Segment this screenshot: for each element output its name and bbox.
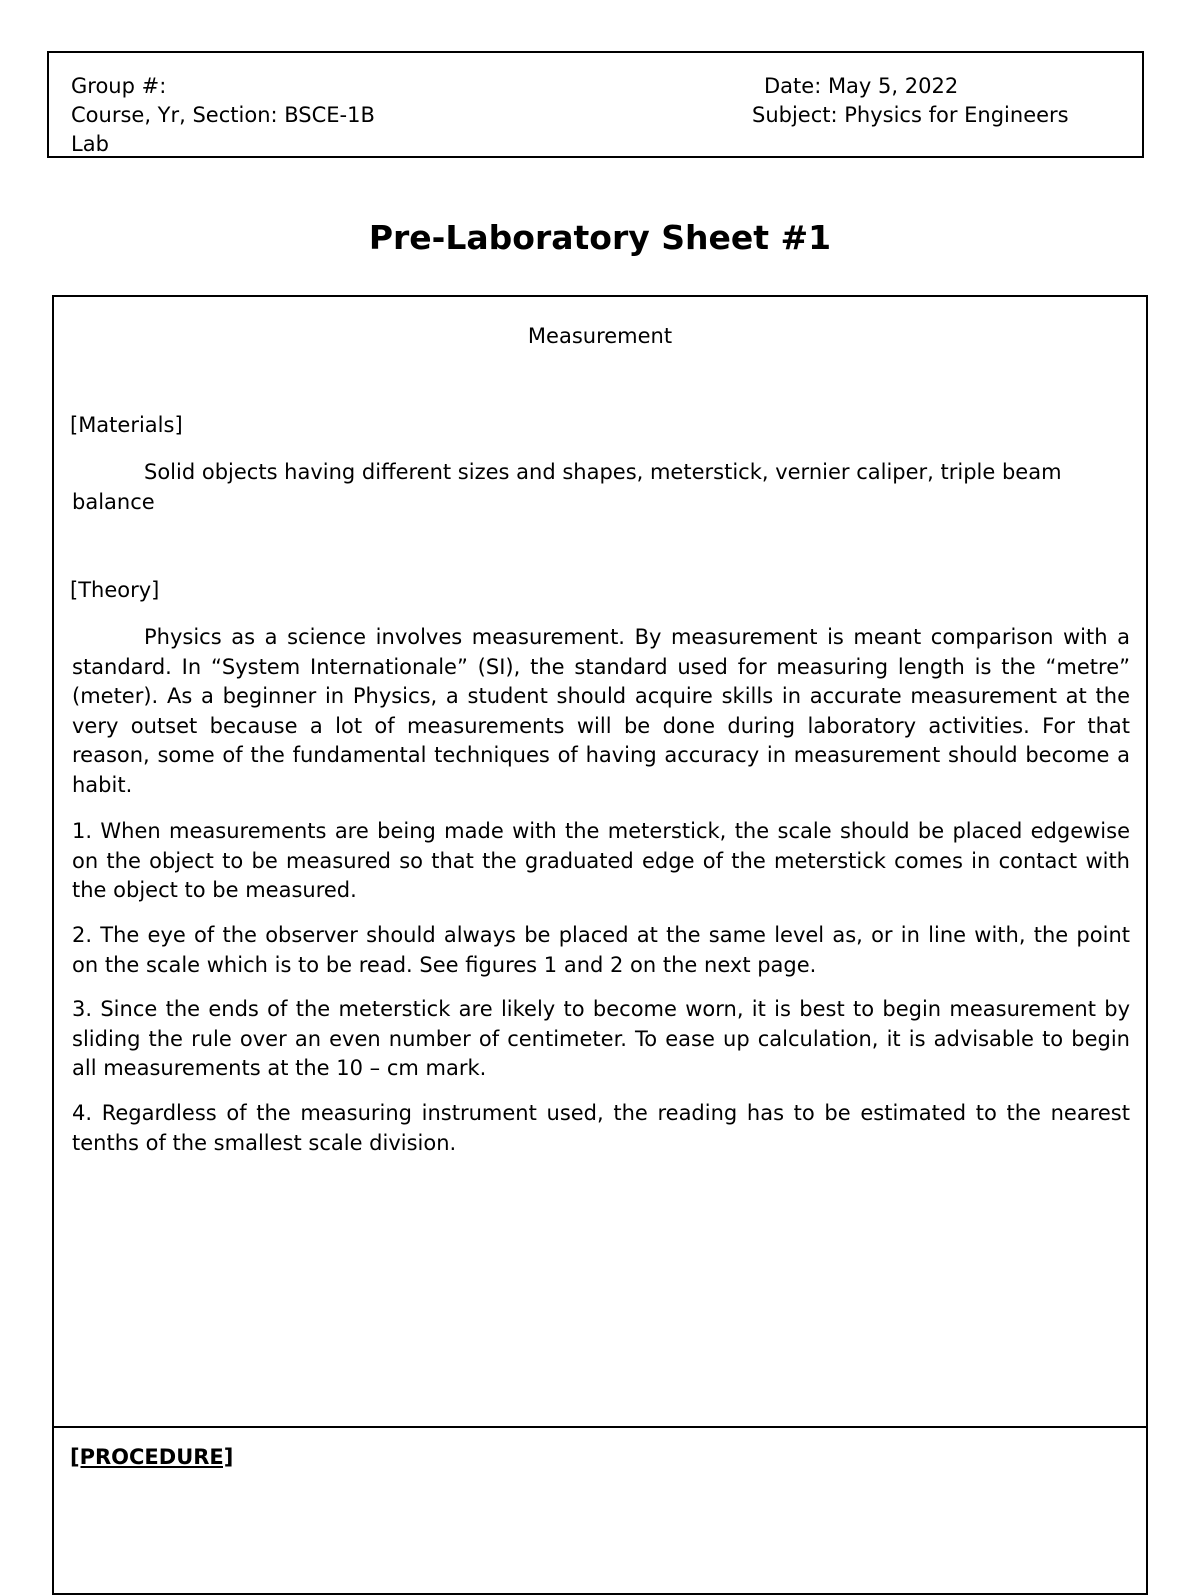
header-right-block bbox=[752, 72, 1069, 130]
page-title: Pre-Laboratory Sheet #1 bbox=[368, 218, 832, 257]
header-info-box bbox=[47, 51, 1144, 158]
theory-item-1: 1. When measurements are being made with the meterstick, the scale should be placed edgewise on the object to be measured so that the graduated edge of the meterstick comes in contact with the object to be measured. bbox=[72, 819, 1130, 903]
theory-label: [Theory] bbox=[70, 578, 160, 602]
header-left-block bbox=[71, 72, 375, 159]
theory-item-4: 4. Regardless of the measuring instrument used, the reading has to be estimated to the nearest tenths of the smallest scale division. bbox=[72, 1101, 1130, 1155]
theory-item-2: 2. The eye of the observer should always be placed at the same level as, or in line with, the point on the scale which is to be read. See figures 1 and 2 on the next page. bbox=[72, 923, 1130, 977]
procedure-label: [PROCEDURE] bbox=[70, 1445, 234, 1469]
group-label: Group #: bbox=[71, 74, 167, 98]
materials-text: Solid objects having different sizes and shapes, meterstick, vernier caliper, triple beam balance bbox=[72, 460, 1062, 514]
theory-item-3: 3. Since the ends of the meterstick are likely to become worn, it is best to begin measurement by sliding the rule over an even number of centimeter. To ease up calculation, it is advisable to begin all measurements at the 10 – cm mark. bbox=[72, 997, 1130, 1081]
materials-label: [Materials] bbox=[70, 413, 183, 437]
theory-text: Physics as a science involves measurement. By measurement is meant comparison with a standard. In “System Internationale” (SI), the standard used for measuring length is the “metre” (meter). As a beginner in Physics, a student should acquire skills in accurate measurement at the very outset because a lot of measurements will be done during laboratory activities. For that reason, some of the fundamental techniques of having accuracy in measurement should become a habit. bbox=[72, 625, 1130, 797]
subject-line: Subject: Physics for Engineers bbox=[752, 103, 1069, 127]
course-section-line: Course, Yr, Section: BSCE-1B bbox=[71, 103, 375, 127]
section-heading: Measurement bbox=[527, 324, 673, 348]
section-divider bbox=[54, 1426, 1146, 1428]
course-section-line-wrap: Lab bbox=[71, 132, 109, 156]
content-box bbox=[52, 295, 1148, 1595]
date-line: Date: May 5, 2022 bbox=[764, 74, 959, 98]
